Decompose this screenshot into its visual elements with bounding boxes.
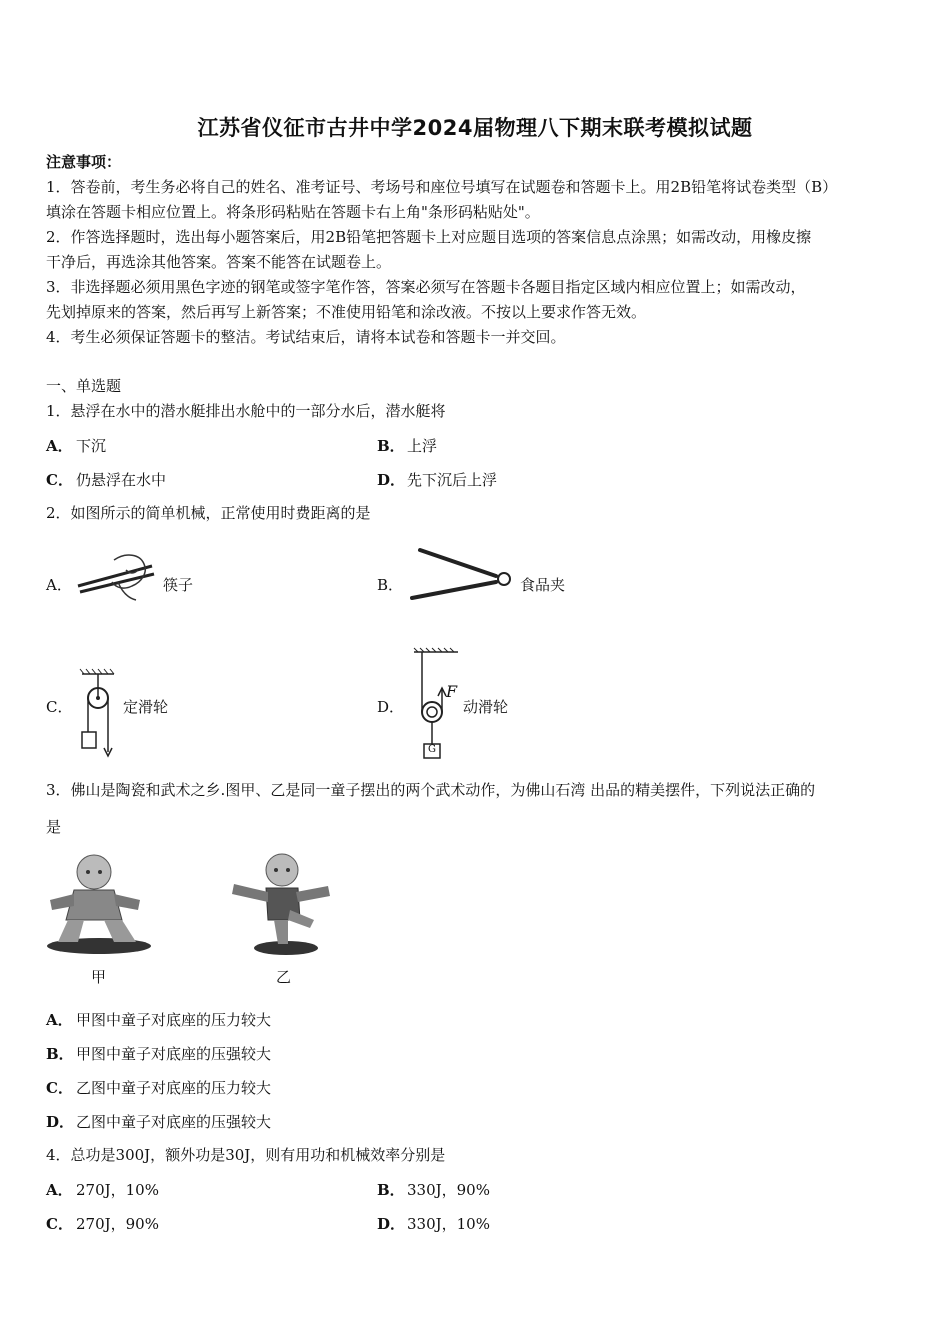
notes-line: 4．考生必须保证答题卡的整洁。考试结束后，请将本试卷和答题卡一并交回。: [46, 328, 566, 346]
force-label: F: [446, 682, 458, 701]
notes-line: 填涂在答题卡相应位置上。将条形码粘贴在答题卡右上角"条形码粘贴处"。: [46, 203, 540, 221]
q1-stem: 1．悬浮在水中的潜水艇排出水舱中的一部分水后，潜水艇将: [46, 402, 446, 420]
q2-option-b-text: 食品夹: [520, 576, 566, 594]
notes-line: 先划掉原来的答案，然后再写上新答案；不准使用铅笔和涂改液。不按以上要求作答无效。: [46, 303, 647, 321]
notes-line: 干净后，再选涂其他答案。答案不能答在试题卷上。: [46, 253, 392, 271]
q2-option-c-text: 定滑轮: [123, 698, 169, 716]
q3-option-a: A． 甲图中童子对底座的压力较大: [46, 1011, 272, 1029]
q4-option-a: A． 270J，10%: [46, 1181, 159, 1199]
q2-option-a-label: A．: [46, 576, 72, 594]
q4-stem: 4．总功是300J，额外功是30J，则有用功和机械效率分别是: [46, 1146, 446, 1164]
food-tongs-figure: [408, 544, 518, 604]
q3-stem-cont: 是: [46, 818, 62, 836]
q2-option-d-label: D．: [377, 698, 405, 716]
q1-option-b: B． 上浮: [377, 437, 438, 455]
q4-option-d: D． 330J，10%: [377, 1215, 490, 1233]
q2-option-c-label: C．: [46, 698, 73, 716]
figurine-jia-figure: [44, 850, 154, 962]
figure-caption-jia: 甲: [91, 968, 107, 986]
q3-stem: 3．佛山是陶瓷和武术之乡.图甲、乙是同一童子摆出的两个武术动作，为佛山石湾 出品的精美摆件，下列说法正确的: [46, 781, 816, 799]
notes-line: 1．答卷前，考生务必将自己的姓名、准考证号、考场号和座位号填写在试题卷和答题卡上。用2B铅笔将试卷类型（B）: [46, 178, 838, 196]
q3-option-c: C． 乙图中童子对底座的压力较大: [46, 1079, 272, 1097]
page-title: 江苏省仪征市古井中学2024届物理八下期末联考模拟试题: [197, 116, 753, 140]
notes-line: 2．作答选择题时，选出每小题答案后，用2B铅笔把答题卡上对应题目选项的答案信息点涂黑；如需改动，用橡皮擦: [46, 228, 812, 246]
q2-option-b-label: B．: [377, 576, 404, 594]
figurine-yi-figure: [228, 848, 332, 960]
movable-pulley-figure: [410, 648, 466, 762]
figure-caption-yi: 乙: [276, 968, 292, 986]
weight-label: G: [428, 744, 436, 755]
q1-option-d: D． 先下沉后上浮: [377, 471, 498, 489]
q2-option-a-text: 筷子: [163, 576, 194, 594]
notes-heading: 注意事项：: [46, 153, 122, 171]
q2-option-d-text: 动滑轮: [463, 698, 509, 716]
section-heading: 一、单选题: [46, 377, 122, 395]
q2-stem: 2．如图所示的简单机械，正常使用时费距离的是: [46, 504, 371, 522]
chopsticks-hand-figure: [74, 552, 160, 604]
q3-option-d: D． 乙图中童子对底座的压强较大: [46, 1113, 272, 1131]
q1-option-c: C． 仍悬浮在水中: [46, 471, 167, 489]
q4-option-c: C． 270J，90%: [46, 1215, 159, 1233]
notes-line: 3．非选择题必须用黑色字迹的钢笔或签字笔作答，答案必须写在答题卡各题目指定区域内相应位置上；如需改动，: [46, 278, 806, 296]
fixed-pulley-figure: [78, 668, 118, 760]
q1-option-a: A． 下沉: [46, 437, 107, 455]
q4-option-b: B． 330J，90%: [377, 1181, 490, 1199]
q3-option-b: B． 甲图中童子对底座的压强较大: [46, 1045, 272, 1063]
